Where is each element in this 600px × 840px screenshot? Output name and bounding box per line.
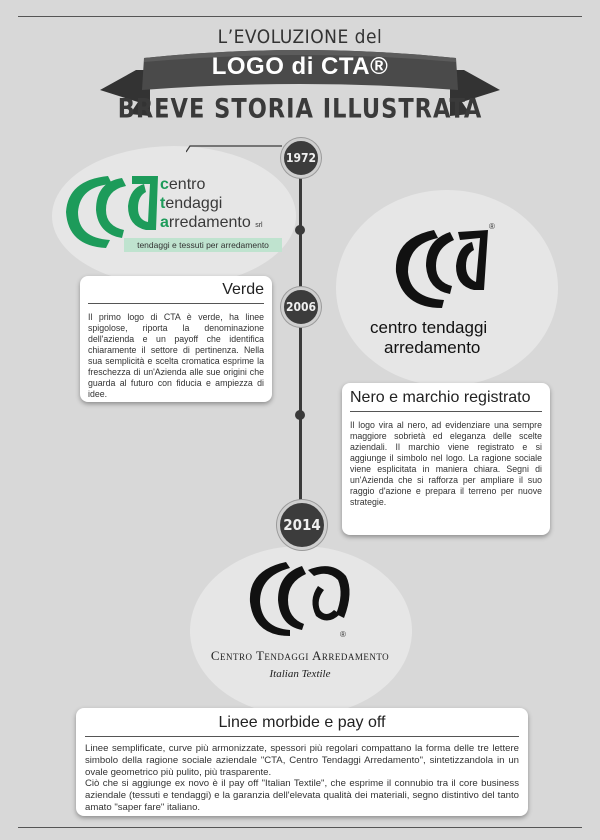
timeline-line [299,140,302,540]
top-rule [18,16,582,17]
card-nero-title: Nero e marchio registrato [350,389,542,412]
cta-2014-logo-symbol [246,556,354,640]
bottom-rule [18,827,582,828]
card-linee-body-1: Linee semplificate, curve più armonizzate, spessori più regolari compattano la forma delle tre lettere simbolo della ragione sociale aziendale "CTA, Centro Tendaggi Arredamento", sintetizzandola in un ovale geometrico più pulito, più trasparente. [85,743,519,778]
year-badge-1972: 1972 [281,138,321,178]
logo-1972-line-2: tendaggi [160,195,223,212]
logo-2014-tagline: Italian Textile [269,668,331,680]
registered-mark: ® [489,222,495,231]
logo-1972-payoff: tendaggi e tessuti per arredamento [124,238,282,252]
card-verde-body: Il primo logo di CTA è verde, ha linee spigolose, riporta la denominazione dell'azienda e un payoff che identifica chiaramente il settore di pertinenza. Nella sua semplicità e scelta cromatica esprime la freschezza di un'Azienda alle sue origini che guarda al futuro con fiducia e ampiezza di idee. [88,312,264,399]
title-line-3: BREVE STORIA ILLUSTRATA [117,93,483,124]
logo-2014-name: Centro Tendaggi Arredamento [210,648,390,663]
timeline-dot [295,410,305,420]
year-badge-2014: 2014 [277,500,327,550]
logo-2006-wordmark: centro tendaggi arredamento [370,318,488,357]
year-badge-2006: 2006 [281,287,321,327]
card-verde-title: Verde [88,281,264,304]
timeline-dot [295,225,305,235]
registered-mark: ® [340,630,346,639]
logo-1972-line-3: arredamento srl [160,214,263,231]
card-nero [342,383,550,535]
card-linee [76,708,528,816]
title-line-2: LOGO di CTA® [211,53,389,80]
card-nero-body: Il logo vira al nero, ad evidenziare una sempre maggiore sobrietà ed eleganza delle scelte aziendali. Il marchio viene registrato e si aggiunge il simbolo nel logo. La ragione sociale viene esplicitata in maniera chiara. Segni di un'Azienda che si rafforza per ampliare il suo raggio d'azione e prepara il terreno per nuove strategie. [350,420,542,507]
card-verde [80,276,272,402]
cta-black-logo-symbol [392,224,496,314]
card-linee-body-2: Ciò che si aggiunge ex novo è il pay off "Italian Textile", che esprime il connubio tra il core business aziendale (tessuti e tendaggi) e la garanzia dell'elevata qualità dei materiali, segno distintivo del tanto amato "saper fare" italiano. [85,778,519,813]
card-linee-title: Linee morbide e pay off [85,714,519,737]
logo-1972-line-1: centro [160,176,206,193]
title-line-1: L’EVOLUZIONE del [217,26,383,48]
connector-line [186,140,286,154]
